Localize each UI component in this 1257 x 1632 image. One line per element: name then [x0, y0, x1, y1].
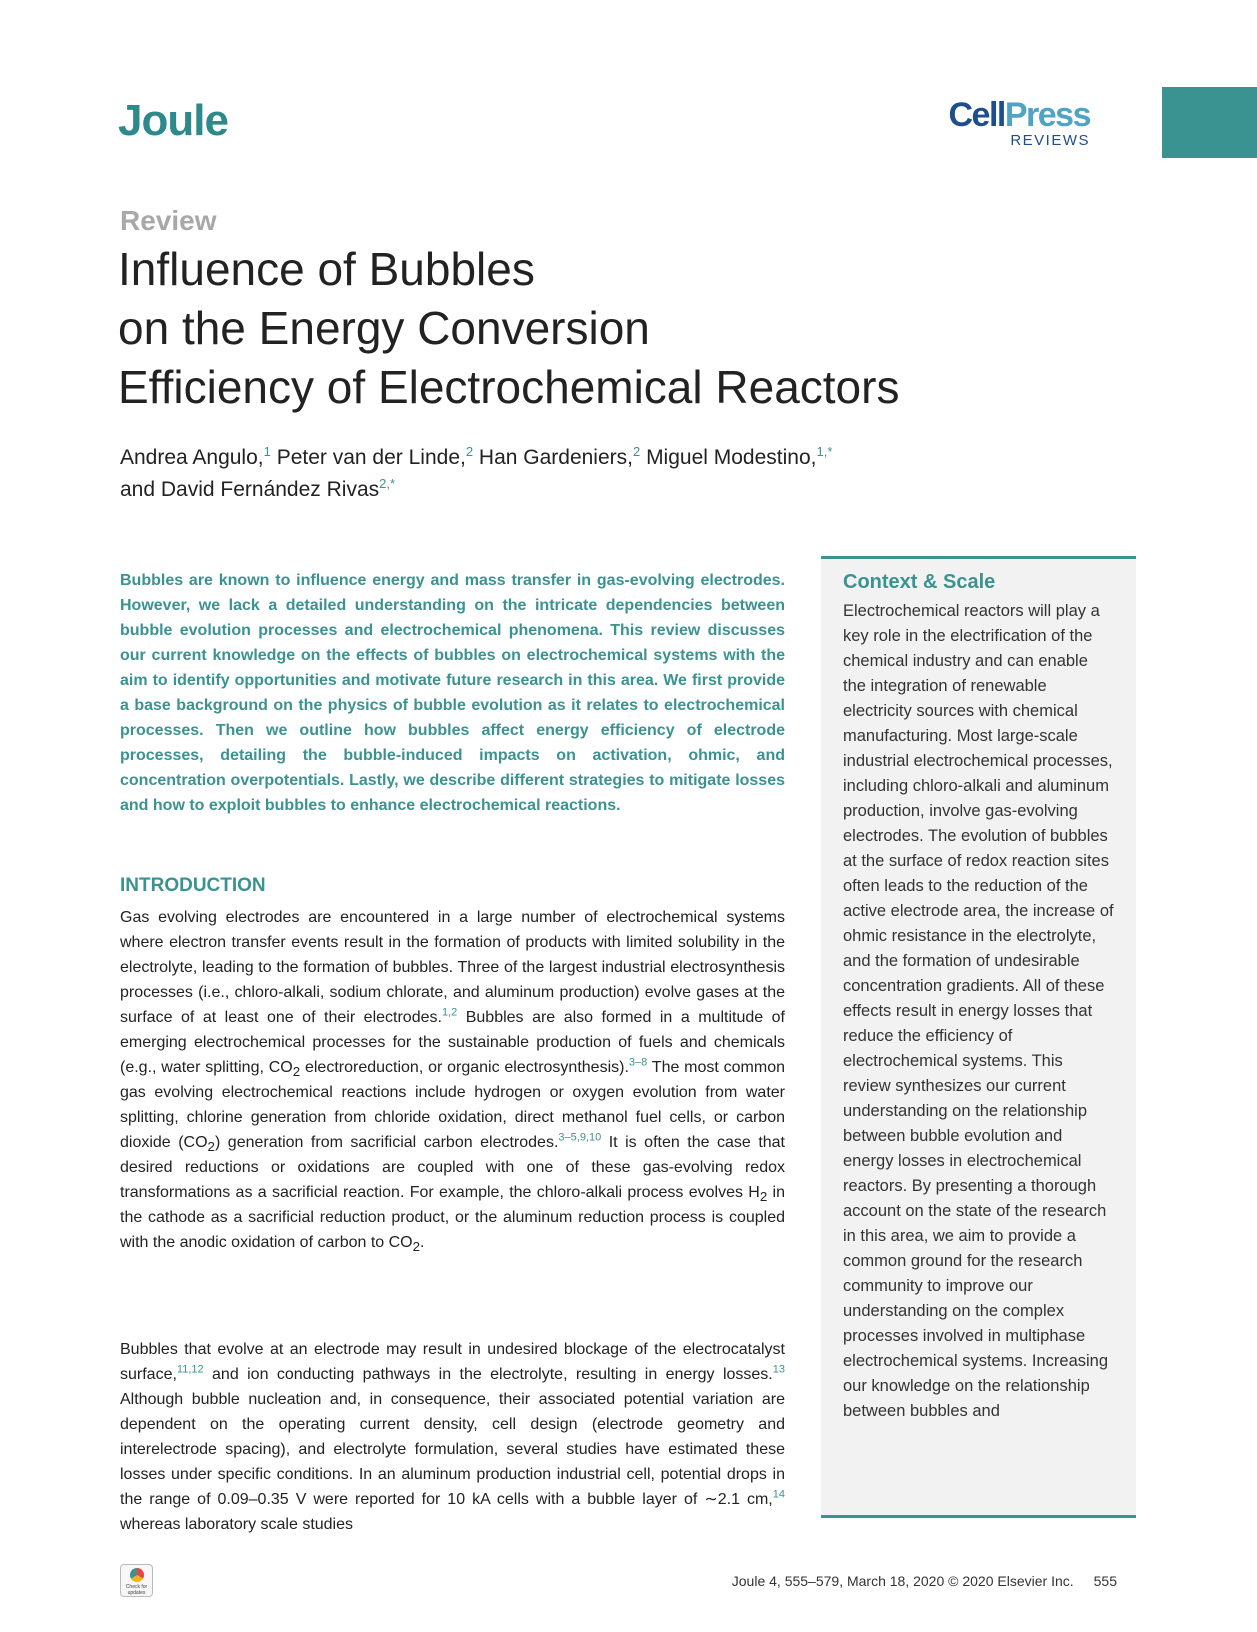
- author-list: [120, 442, 1000, 506]
- author-name: Peter van der Linde,: [276, 446, 466, 469]
- citation-link[interactable]: 13: [772, 1363, 785, 1376]
- citation-text: Joule 4, 555–579, March 18, 2020 © 2020 Elsevier Inc.: [731, 1573, 1074, 1589]
- title-line: Efficiency of Electrochemical Reactors: [118, 361, 900, 413]
- title-line: on the Energy Conversion: [118, 302, 650, 354]
- publisher-name: CellPress: [948, 96, 1090, 134]
- author-name: and David Fernández Rivas: [120, 478, 380, 501]
- article-title: [118, 240, 1018, 417]
- check-for-updates-badge[interactable]: [120, 1564, 153, 1597]
- body-paragraph: Bubbles that evolve at an electrode may result in undesired blockage of the electrocatalyst surface,$^{11,12}$ and ion conducting pathways in the electrolyte, resulting in energy losses.$^{13}$ Although bubble nucleation and, in consequence, their associated potential variation are dependent on the operating current density, cell design (electrode geometry and interelectrode spacing), and electrolyte formulation, several studies have estimated these losses under specific conditions. In an aluminum production industrial cell, potential drops in the range of 0.09–0.35 V were reported for 10 kA cells with a bubble layer of ∼2.1 cm,$^{14}$ whereas laboratory scale studies: [120, 1341, 785, 1533]
- context-scale-sidebar: [821, 556, 1136, 1518]
- title-line: Influence of Bubbles: [118, 243, 535, 295]
- introduction-heading: INTRODUCTION: [120, 875, 266, 896]
- body-paragraph: Gas evolving electrodes are encountered in a large number of electrochemical systems where electron transfer events result in the formation of products with limited solubility in the electrolyte, leading to the formation of bubbles. Three of the largest industrial electrosynthesis processes (i.e., chloro-alkali, sodium chlorate, and aluminum production) evolve gases at the surface of at least one of their electrodes.$^{1,2}$ Bubbles are also formed in a multitude of emerging electrochemical processes for the sustainable production of fuels and chemicals (e.g., water splitting, $CO_2$ electroreduction, or organic electrosynthesis).$^{3-8}$ The most common gas evolving electrochemical reactions include hydrogen or oxygen evolution from water splitting, chlorine generation from chloride oxidation, direct methanol fuel cells, or carbon dioxide $(CO_2)$ generation from sacrificial carbon electrodes.$^{3-5,9,10}$ It is often the case that desired reductions or oxidations are coupled with one of these gas-evolving redox transformations as a sacrificial reaction. For example, the chloro-alkali process evolves $H_2$ in the cathode as a sacrificial reduction product, or the aluminum reduction process is coupled with the anodic oxidation of carbon to $CO_2$.: [120, 909, 786, 1255]
- summary-abstract: Bubbles are known to influence energy and mass transfer in gas-evolving electrodes. However, we lack a detailed understanding on the intricate dependencies between bubble evolution processes and electrochemical phenomena. This review discusses our current knowledge on the effects of bubbles on electrochemical systems with the aim to identify opportunities and motivate future research in this area. We first provide a base background on the physics of bubble evolution as it relates to electrochemical processes. Then we outline how bubbles affect energy efficiency of electrode processes, detailing the bubble-induced impacts on activation, ohmic, and concentration overpotentials. Lastly, we describe different strategies to mitigate losses and how to exploit bubbles to enhance electrochemical reactions.: [120, 572, 785, 814]
- publisher-subtitle: REVIEWS: [1010, 132, 1090, 149]
- section-label: Review: [120, 205, 217, 236]
- affiliation-marker[interactable]: 1,*: [816, 444, 833, 459]
- affiliation-marker[interactable]: 2: [465, 444, 474, 459]
- corner-color-tab: [1162, 87, 1257, 158]
- page-number: 555: [1093, 1573, 1117, 1589]
- author-name: Miguel Modestino,: [646, 446, 817, 469]
- citation-link[interactable]: 3–8: [628, 1056, 648, 1069]
- context-heading: Context & Scale: [843, 571, 996, 593]
- citation-link[interactable]: 11,12: [176, 1363, 204, 1376]
- affiliation-marker[interactable]: 2: [632, 444, 641, 459]
- author-name: Andrea Angulo,: [120, 446, 264, 469]
- check-updates-label: Check for updates: [125, 1584, 148, 1596]
- publisher-logo: [949, 98, 1091, 149]
- author-name: Han Gardeniers,: [478, 446, 633, 469]
- citation-link[interactable]: 14: [772, 1488, 785, 1501]
- citation-link[interactable]: 1,2: [441, 1006, 458, 1019]
- affiliation-marker[interactable]: 1: [263, 444, 271, 459]
- context-text: Electrochemical reactors will play a key role in the electrification of the chemical industry and can enable the integration of renewable electricity sources with chemical manufacturing. Most large-scale industrial electrochemical processes, including chloro-alkali and aluminum production, involve gas-evolving electrodes. The evolution of bubbles at the surface of redox reaction sites often leads to the reduction of the active electrode area, the increase of ohmic resistance in the electrolyte, and the formation of undesirable concentration gradients. All of these effects result in energy losses that reduce the efficiency of electrochemical systems. This review synthesizes our current understanding on the relationship between bubble evolution and energy losses in electrochemical reactors. By presenting a thorough account on the state of the research in this area, we aim to provide a common ground for the research community to improve our understanding on the complex processes involved in multiphase electrochemical systems. Increasing our knowledge on the relationship between bubbles and: [843, 602, 1114, 1420]
- journal-logo: Joule: [118, 96, 228, 145]
- check-updates-icon: [130, 1568, 144, 1582]
- affiliation-marker[interactable]: 2,*: [379, 476, 396, 491]
- citation-link[interactable]: 3–5,9,10: [558, 1131, 602, 1144]
- footer-citation: [732, 1573, 1117, 1589]
